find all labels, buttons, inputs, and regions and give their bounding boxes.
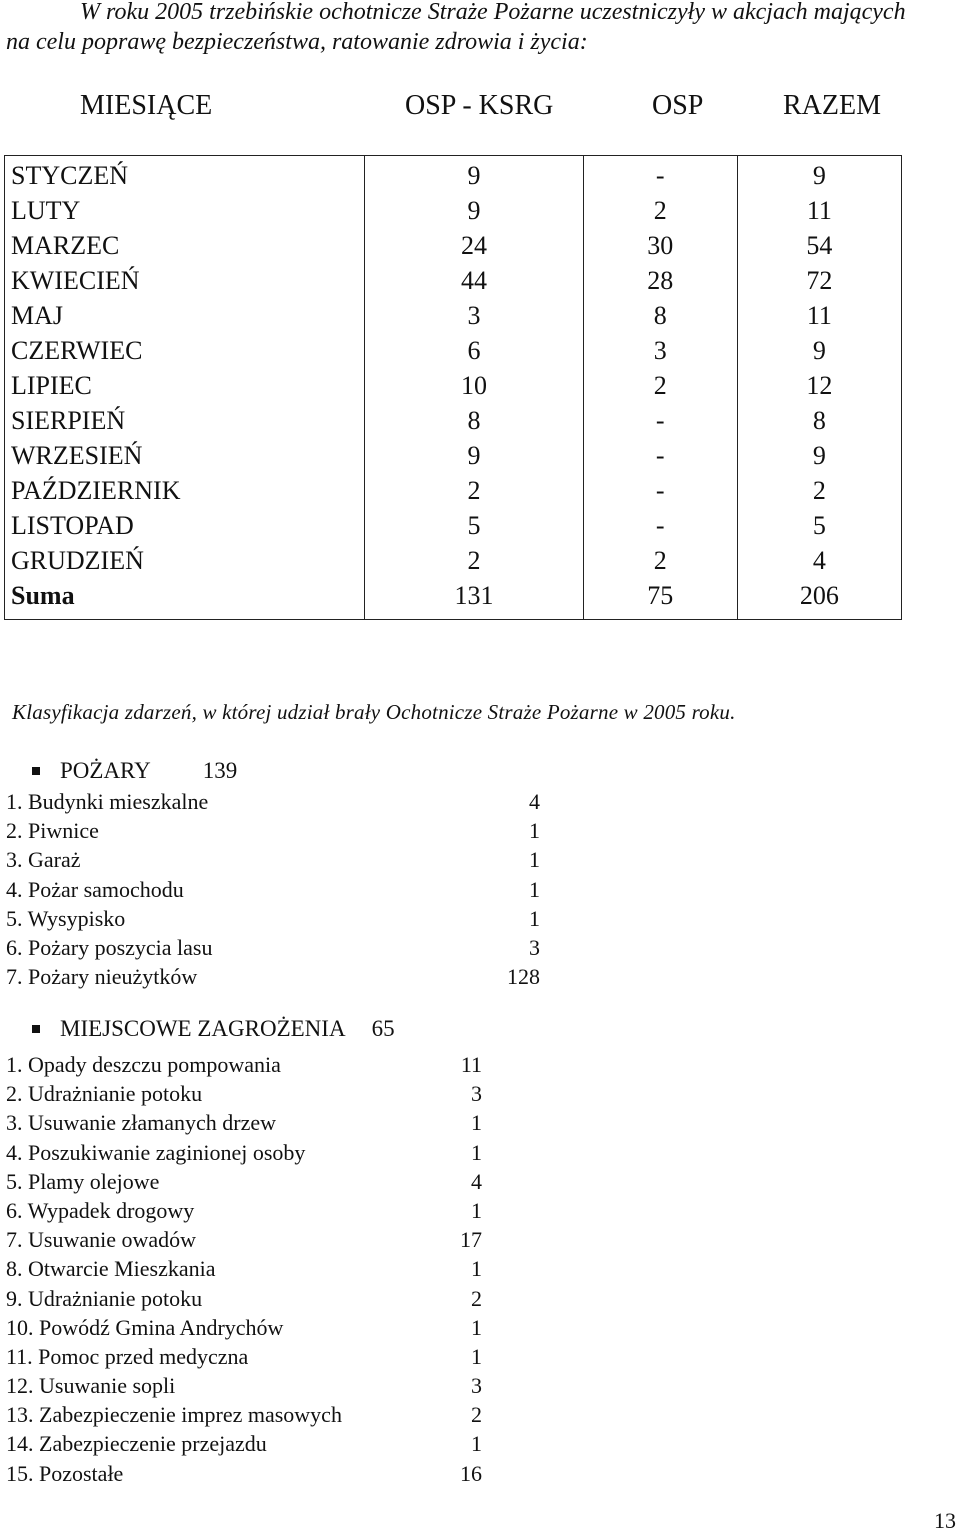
month-name-cell: Suma (11, 581, 75, 610)
osp-ksrg-cell: 9 (365, 156, 583, 194)
list-item-value: 4 (529, 789, 540, 814)
table-row (5, 438, 902, 473)
table-row (5, 193, 902, 228)
osp-ksrg-cell: 8 (365, 403, 583, 438)
square-bullet-icon (32, 767, 40, 775)
list-item-label: 10. Powódź Gmina Andrychów (6, 1314, 284, 1340)
months-table (4, 155, 902, 620)
razem-cell: 54 (737, 228, 901, 263)
list-item-value: 11 (460, 1052, 482, 1077)
list-item-value: 3 (471, 1081, 482, 1107)
osp-cell: - (583, 403, 737, 438)
list-item-value: 128 (507, 964, 540, 990)
header-months: MIESIĄCE (80, 90, 213, 121)
list-item-label: 11. Pomoc przed medyczna (6, 1343, 249, 1369)
table-row (5, 333, 902, 368)
list-item-value: 1 (471, 1139, 482, 1165)
list-item (6, 1459, 566, 1488)
list-item (6, 1254, 566, 1283)
list-item-label: 2. Udrażnianie potoku (6, 1081, 203, 1107)
table-row (5, 543, 902, 578)
razem-cell: 9 (737, 438, 901, 473)
razem-cell: 4 (737, 543, 901, 578)
list-item-value: 1 (471, 1256, 482, 1282)
razem-cell: 12 (737, 368, 901, 403)
list-item (6, 1079, 566, 1108)
osp-cell: 2 (583, 368, 737, 403)
razem-cell: 2 (737, 473, 901, 508)
osp-ksrg-cell: 2 (365, 473, 583, 508)
osp-cell: 2 (583, 543, 737, 578)
osp-ksrg-cell: 24 (365, 228, 583, 263)
razem-cell: 9 (737, 156, 901, 194)
month-name-cell: GRUDZIEŃ (11, 546, 144, 575)
month-name-cell: SIERPIEŃ (11, 406, 126, 435)
month-name-cell: MARZEC (11, 231, 120, 260)
list-item (6, 1167, 566, 1196)
list-item-label: 14. Zabezpieczenie przejazdu (6, 1431, 267, 1457)
list-item-value: 17 (460, 1227, 482, 1253)
local-heading (32, 1016, 395, 1042)
list-item (6, 1284, 566, 1313)
table-row (5, 298, 902, 333)
month-name-cell: CZERWIEC (11, 336, 143, 365)
list-item-label: 5. Plamy olejowe (6, 1168, 160, 1194)
list-item-label: 3. Garaż (6, 847, 81, 873)
osp-cell: - (583, 156, 737, 194)
list-item-label: 1. Budynki mieszkalne (6, 789, 209, 814)
list-item-value: 1 (471, 1431, 482, 1457)
osp-ksrg-cell: 2 (365, 543, 583, 578)
osp-ksrg-cell: 10 (365, 368, 583, 403)
list-item (6, 1225, 566, 1254)
osp-cell: - (583, 473, 737, 508)
fires-list (6, 787, 566, 991)
osp-cell: 8 (583, 298, 737, 333)
header-osp: OSP (652, 90, 704, 121)
intro-line-1: W roku 2005 trzebińskie ochotnicze Straże Pożarne uczestniczyły w akcjach mających (80, 0, 906, 25)
list-item-label: 6. Pożary poszycia lasu (6, 934, 213, 960)
intro-line-2: na celu poprawę bezpieczeństwa, ratowanie zdrowia i życia: (6, 29, 588, 55)
list-item (6, 1108, 566, 1137)
osp-cell: 2 (583, 193, 737, 228)
list-item-label: 1. Opady deszczu pompowania (6, 1052, 281, 1077)
osp-cell: 3 (583, 333, 737, 368)
list-item-label: 12. Usuwanie sopli (6, 1373, 176, 1399)
list-item-value: 1 (529, 847, 540, 873)
list-item (6, 1313, 566, 1342)
month-name-cell: STYCZEŃ (11, 161, 128, 190)
razem-cell: 8 (737, 403, 901, 438)
table-row (5, 263, 902, 298)
fires-title: POŻARY (60, 758, 151, 783)
local-list (6, 1050, 566, 1488)
header-razem: RAZEM (783, 90, 881, 121)
table-row (5, 228, 902, 263)
list-item-label: 2. Piwnice (6, 818, 99, 844)
list-item-value: 3 (529, 934, 540, 960)
list-item (6, 904, 566, 933)
table-row (5, 578, 902, 620)
table-row (5, 508, 902, 543)
month-name-cell: LISTOPAD (11, 511, 134, 540)
table-row (5, 403, 902, 438)
list-item-label: 4. Poszukiwanie zaginionej osoby (6, 1139, 306, 1165)
list-item-value: 16 (460, 1460, 482, 1486)
table-row (5, 368, 902, 403)
list-item (6, 1429, 566, 1458)
header-osp-ksrg: OSP - KSRG (405, 90, 554, 121)
list-item (6, 962, 566, 991)
classification-heading: Klasyfikacja zdarzeń, w której udział brały Ochotnicze Straże Pożarne w 2005 roku. (12, 700, 736, 724)
osp-cell: 30 (583, 228, 737, 263)
list-item (6, 875, 566, 904)
list-item-value: 2 (471, 1285, 482, 1311)
list-item (6, 933, 566, 962)
list-item-value: 1 (471, 1110, 482, 1136)
list-item (6, 1342, 566, 1371)
list-item-value: 1 (529, 876, 540, 902)
list-item-label: 7. Usuwanie owadów (6, 1227, 197, 1253)
local-total: 65 (371, 1016, 395, 1041)
razem-cell: 11 (737, 298, 901, 333)
razem-cell: 11 (737, 193, 901, 228)
osp-cell: - (583, 438, 737, 473)
month-name-cell: LIPIEC (11, 371, 92, 400)
fires-total: 139 (202, 758, 238, 783)
list-item (6, 1050, 566, 1079)
month-name-cell: MAJ (11, 301, 64, 330)
osp-ksrg-cell: 6 (365, 333, 583, 368)
osp-ksrg-cell: 9 (365, 193, 583, 228)
list-item-value: 1 (471, 1314, 482, 1340)
month-name-cell: PAŹDZIERNIK (11, 476, 181, 505)
list-item-value: 2 (471, 1402, 482, 1428)
square-bullet-icon (32, 1025, 40, 1033)
list-item-value: 1 (529, 818, 540, 844)
list-item-label: 6. Wypadek drogowy (6, 1197, 195, 1223)
osp-ksrg-cell: 44 (365, 263, 583, 298)
list-item-value: 4 (471, 1168, 482, 1194)
list-item-value: 3 (471, 1373, 482, 1399)
list-item-value: 1 (471, 1343, 482, 1369)
list-item-value: 1 (471, 1197, 482, 1223)
list-item-label: 7. Pożary nieużytków (6, 964, 198, 990)
razem-cell: 9 (737, 333, 901, 368)
osp-ksrg-cell: 5 (365, 508, 583, 543)
osp-cell: 75 (583, 578, 737, 620)
osp-cell: 28 (583, 263, 737, 298)
list-item (6, 1138, 566, 1167)
table-row (5, 473, 902, 508)
list-item-label: 3. Usuwanie złamanych drzew (6, 1110, 277, 1136)
local-title: MIEJSCOWE ZAGROŻENIA (60, 1016, 346, 1041)
razem-cell: 5 (737, 508, 901, 543)
list-item-label: 9. Udrażnianie potoku (6, 1285, 203, 1311)
list-item (6, 1371, 566, 1400)
list-item-label: 13. Zabezpieczenie imprez masowych (6, 1402, 342, 1428)
month-name-cell: WRZESIEŃ (11, 441, 143, 470)
razem-cell: 72 (737, 263, 901, 298)
fires-heading (32, 758, 237, 784)
list-item (6, 787, 566, 816)
list-item-label: 15. Pozostałe (6, 1460, 124, 1486)
list-item-label: 4. Pożar samochodu (6, 876, 184, 902)
list-item-label: 5. Wysypisko (6, 905, 126, 931)
table-row (5, 156, 902, 194)
list-item-value: 1 (529, 905, 540, 931)
list-item (6, 845, 566, 874)
osp-ksrg-cell: 3 (365, 298, 583, 333)
list-item-label: 8. Otwarcie Mieszkania (6, 1256, 216, 1282)
osp-cell: - (583, 508, 737, 543)
list-item (6, 816, 566, 845)
list-item (6, 1196, 566, 1225)
month-name-cell: LUTY (11, 196, 81, 225)
osp-ksrg-cell: 131 (365, 578, 583, 620)
page-number: 13 (934, 1508, 956, 1533)
razem-cell: 206 (737, 578, 901, 620)
list-item (6, 1400, 566, 1429)
osp-ksrg-cell: 9 (365, 438, 583, 473)
month-name-cell: KWIECIEŃ (11, 266, 140, 295)
